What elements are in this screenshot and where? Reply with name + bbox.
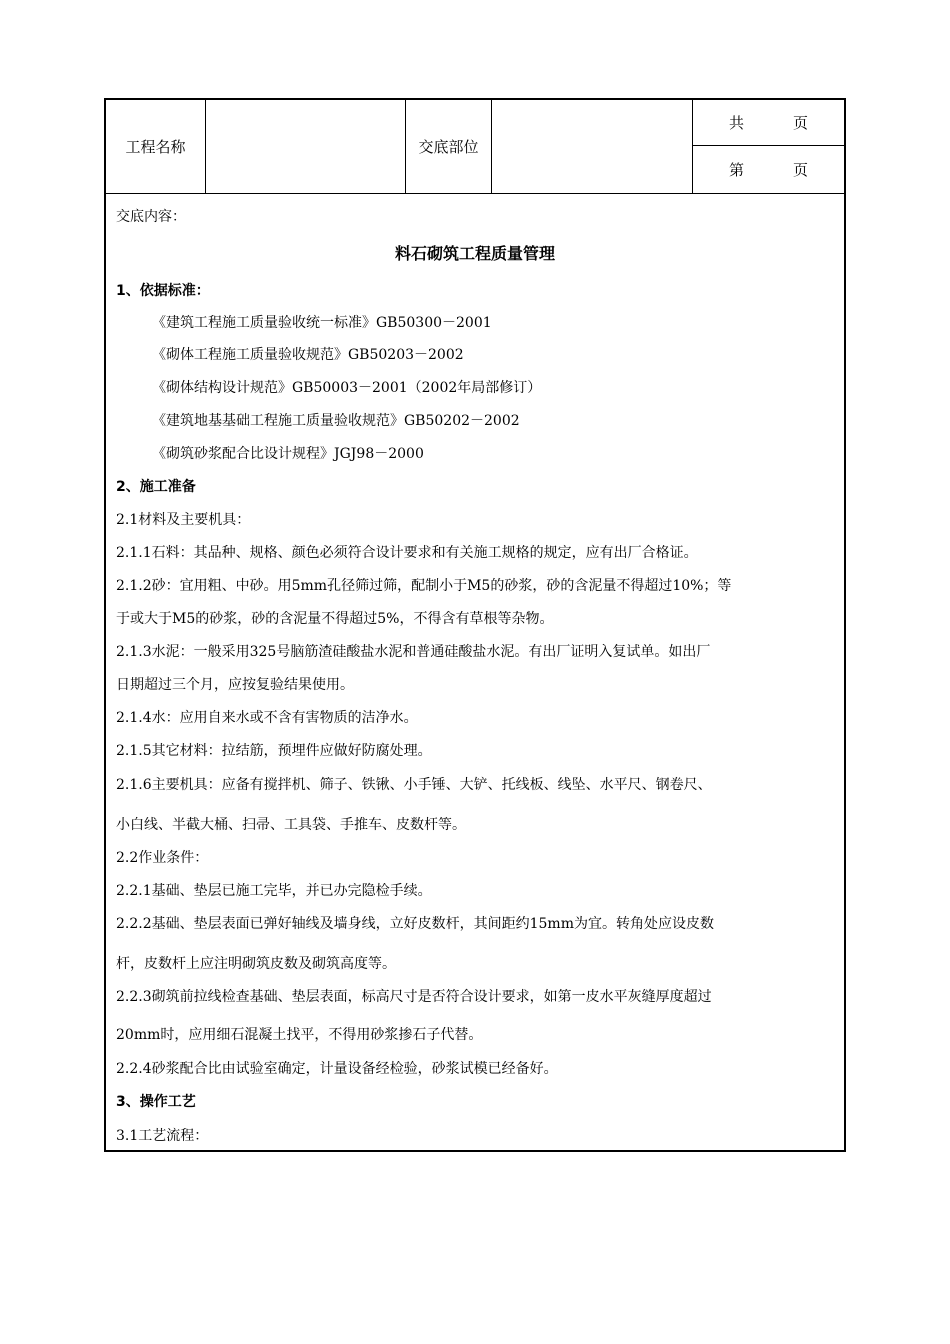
project-name-label: 工程名称 bbox=[106, 100, 206, 193]
header-table bbox=[106, 100, 844, 194]
project-name-value bbox=[206, 100, 406, 193]
section-heading: 3、操作工艺 bbox=[116, 1094, 196, 1110]
section-heading: 2、施工准备 bbox=[116, 479, 196, 495]
content-line: 2.1.5其它材料：拉结筋，预埋件应做好防腐处理。 bbox=[116, 743, 432, 759]
content-line: 《砌筑砂浆配合比设计规程》JGJ98－2000 bbox=[152, 446, 424, 462]
content-line: 2.1.2砂：宜用粗、中砂。用5mm孔径筛过筛，配制小于M5的砂浆，砂的含泥量不得超过10%；等 bbox=[116, 578, 732, 594]
page-unit-current: 页 bbox=[792, 160, 808, 179]
content-line: 2.1.4水：应用自来水或不含有害物质的洁净水。 bbox=[116, 710, 418, 726]
total-label: 共 bbox=[729, 114, 745, 132]
page-unit-total: 页 bbox=[792, 114, 808, 132]
handover-sheet bbox=[104, 98, 846, 1152]
page-label: 第 bbox=[729, 160, 745, 179]
content-line: 2.2.2基础、垫层表面已弹好轴线及墙身线，立好皮数杆，其间距约15mm为宜。转角处应设皮数 bbox=[116, 916, 714, 932]
content-line: 小白线、半截大桶、扫帚、工具袋、手推车、皮数杆等。 bbox=[116, 817, 466, 833]
handover-part-label: 交底部位 bbox=[406, 100, 492, 193]
page-count-cell bbox=[693, 100, 844, 193]
content-line: 杆，皮数杆上应注明砌筑皮数及砌筑高度等。 bbox=[116, 956, 396, 972]
content-line: 2.1材料及主要机具： bbox=[116, 512, 251, 528]
content-line: 20mm时，应用细石混凝土找平，不得用砂浆掺石子代替。 bbox=[116, 1027, 483, 1043]
content-line: 2.2作业条件： bbox=[116, 850, 209, 866]
content-line: 《砌体结构设计规范》GB50003－2001（2002年局部修订） bbox=[152, 380, 542, 396]
content-line: 于或大于M5的砂浆，砂的含泥量不得超过5%，不得含有草根等杂物。 bbox=[116, 611, 554, 627]
content-line: 《砌体工程施工质量验收规范》GB50203－2002 bbox=[152, 347, 464, 363]
content-line: 2.2.4砂浆配合比由试验室确定，计量设备经检验，砂浆试模已经备好。 bbox=[116, 1061, 558, 1077]
content-line: 2.2.1基础、垫层已施工完毕，并已办完隐检手续。 bbox=[116, 883, 432, 899]
content-line: 2.1.1石料：其品种、规格、颜色必须符合设计要求和有关施工规格的规定，应有出厂合格证。 bbox=[116, 545, 698, 561]
content-line: 2.2.3砌筑前拉线检查基础、垫层表面，标高尺寸是否符合设计要求，如第一皮水平灰缝厚度超过 bbox=[116, 989, 712, 1005]
content-line: 《建筑地基基础工程施工质量验收规范》GB50202－2002 bbox=[152, 413, 520, 429]
content-line: 3.1工艺流程： bbox=[116, 1128, 209, 1144]
content-line: 2.1.3水泥：一般采用325号脑筋渣硅酸盐水泥和普通硅酸盐水泥。有出厂证明入复试单。如出厂 bbox=[116, 644, 711, 660]
content-line: 2.1.6主要机具：应备有搅拌机、筛子、铁锹、小手锤、大铲、托线板、线坠、水平尺、钢卷尺、 bbox=[116, 777, 712, 793]
handover-part-value bbox=[492, 100, 693, 193]
document-title: 料石砌筑工程质量管理 bbox=[394, 244, 555, 263]
content-line: 日期超过三个月，应按复验结果使用。 bbox=[116, 677, 354, 693]
content-line: 《建筑工程施工质量验收统一标准》GB50300－2001 bbox=[152, 315, 492, 331]
content-label: 交底内容： bbox=[116, 209, 186, 225]
current-page-row bbox=[693, 146, 844, 192]
section-heading: 1、依据标准： bbox=[116, 283, 210, 299]
total-pages-row bbox=[693, 100, 844, 146]
